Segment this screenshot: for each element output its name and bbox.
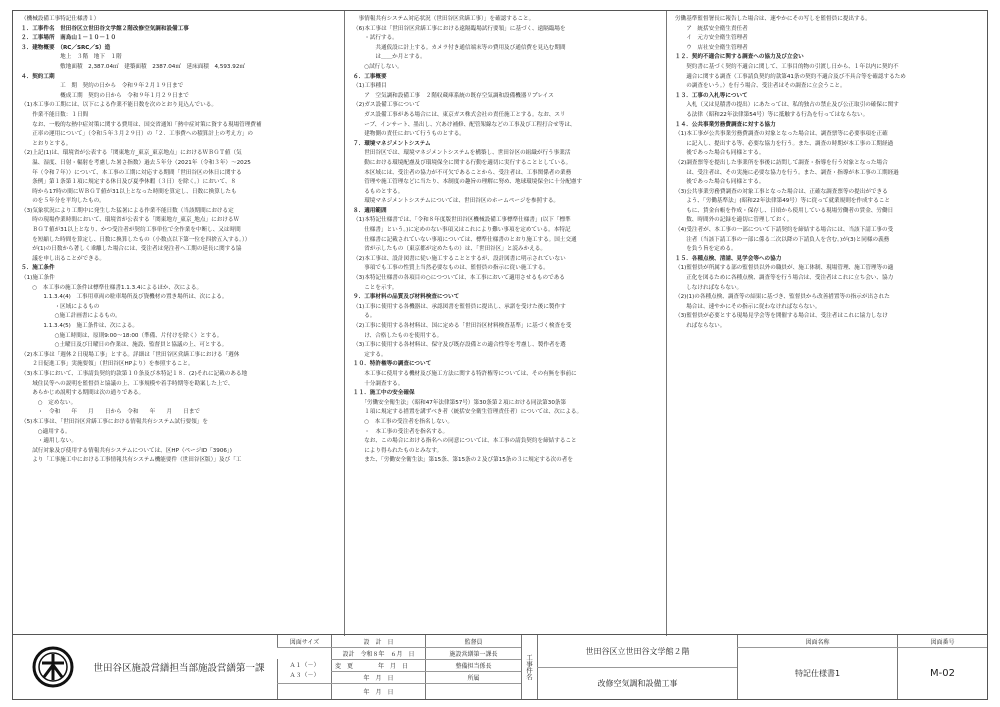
ward-emblem-icon [31, 645, 75, 689]
project-name-2: 改修空気調和設備工事 [537, 667, 737, 699]
spec-line: ４．契約工期 [21, 73, 55, 80]
spec-line: （2)工事に使用する各材料は、国に定める「世田谷区材料検査基準」に基づく検査を受 [353, 323, 572, 329]
spec-line: 地上 ３階 地下 １階 [21, 54, 122, 61]
spec-line: １０．特許権等の調査について [353, 361, 432, 368]
size-a1: Ａ１（－） [277, 659, 331, 669]
title-block [13, 634, 987, 699]
spec-line: 事情報共有システム対応状況（世田谷区営繕工事）」を確認すること。 [353, 16, 535, 22]
spec-line: ○施工計画書によるもの。 [21, 313, 121, 320]
spec-line: （2)(1)の各種点検、調査等の結果に基づき、監督員から改善措置等の指示が出された [675, 294, 890, 301]
column-divider [666, 11, 667, 636]
spec-line: （3)公共事業労務費調査の対象工事となった場合は、正確な調査票等の提出ができる [675, 188, 888, 195]
spec-line: ・ 本工事の受注者を指名する。 [353, 428, 449, 435]
spec-line: ○土曜日及び日曜日の作業は、施設、監督員と協議の上、可とする。 [21, 342, 228, 349]
spec-line: ーブ、インサート、墨出し、穴あけ補修、配管架線などの工事及び工程打合せ等は、 [353, 121, 576, 128]
spec-line: もに、賃金台帳を作成・保存し、日頃から使用している現場労働者の賃金、労働日 [675, 207, 894, 214]
spec-line: ６．工事概要 [353, 73, 387, 80]
grid-line [537, 667, 737, 668]
spec-line: 動における環境配慮及び環境保全に関する行動を適切に実行することとしている。 [353, 159, 572, 166]
approver-2: 整備担当係長 [425, 659, 521, 671]
column-divider [344, 11, 345, 636]
spec-line: （3)本特記仕様書の各項目の○につついては、本工事において適用させるものである [353, 275, 565, 282]
spec-line: （1)本工事が公共事業労務費調査の対象となった場合は、調査票等に必要事項を正確 [675, 131, 888, 138]
spec-line: 建物側の責任において行うものとする。 [353, 131, 465, 138]
spec-line: は＿＿か月とする。 [353, 54, 426, 61]
spec-line: ５．施工条件 [21, 265, 55, 272]
spec-line: 域住民等への説明を監督員と協議の上、工事規模や着手時期等を勘案した上で、 [21, 380, 234, 387]
spec-line: に記入し、提出する等、必要な協力を行う。また、調査の時期が本工事の工期経過 [675, 140, 894, 147]
spec-line: 「労働安全衛生法」（昭和47年法律第57号）第30条第２項における同法第30条第 [353, 399, 567, 406]
spec-line: 正率の運用について」（令和５年３月２９日）の「２．工事費への積算計上の考え方」の [21, 131, 254, 138]
spec-line: また、「労働安全衛生法」第15条、第15条の２及び第15条の３に規定する次の者を [353, 457, 573, 464]
spec-line: 正化を図るために各種点検、調査等を行う場合は、受注者はこれに立ち会い、協力 [675, 275, 894, 282]
spec-line: るものとする。 [353, 188, 404, 195]
spec-line: ガス設備工事がある場合には、東京ガス株式会社の責任施工とする。なお、スリ [353, 111, 566, 118]
spec-line: が(1)の日数から著しく乖離した場合には、受注者は発注者へ工期の延長に関する協 [21, 246, 242, 253]
drawing-sheet [12, 10, 988, 700]
spec-line: １３．工事の入札等について [675, 92, 748, 99]
approver-label: 監督員 [425, 635, 521, 647]
spec-line: け、合格したものを使用する。 [353, 332, 443, 339]
change-label: 変 更 [331, 659, 361, 671]
spec-line: ことを示す。 [353, 284, 398, 291]
spec-line: ＢＧＴ値が31以上となり、かつ受注者が契約工事単位で全作業を中断し、又は時間 [21, 227, 241, 234]
spec-line: ○ 本工事の受注者を指名しない。 [353, 418, 453, 425]
spec-line: 後であった場合も同様とする。 [675, 150, 765, 157]
spec-line: （機械設備工事特記仕様書１） [21, 16, 100, 22]
spec-line: ８．適用範囲 [353, 207, 387, 214]
spec-line: 概成工期 契約の日から 令和９年１月２９日まで [21, 92, 189, 99]
spec-line: 工 期 契約の日から 令和９年２月１９日まで [21, 83, 184, 90]
spec-line: （1)本工事の工期には、以下による作業不能日数を次のとおり見込んでいる。 [21, 102, 217, 109]
grid-line [277, 647, 521, 648]
spec-line: ア 統括安全衛生責任者 [675, 25, 748, 32]
spec-line: 本区域には、受注者の協力が不可欠であることから、受注者は、工事関係者の業務 [353, 169, 572, 176]
size-label: 図面サイズ [277, 635, 331, 647]
spec-line: ２日促進工事」実施要領」（世田谷区HPより）を参照すること。 [21, 361, 194, 368]
spec-column-3 [675, 15, 981, 635]
change-date-2: 年 月 日 [331, 671, 425, 683]
project-name-label: 工事件名 [521, 635, 537, 699]
spec-line: （2)ガス設備工事について [353, 102, 421, 109]
drawing-number: M-02 [897, 647, 987, 699]
drawing-title-label: 図面名称 [737, 635, 897, 647]
spec-line: 適合に関する調査（工事請負契約約款第41条の契約不適合及び不具合等を確認するため [675, 73, 906, 80]
approver-blank [425, 683, 521, 699]
size-blank [277, 679, 331, 699]
design-label: 設 計 日 [331, 635, 425, 647]
approver-3: 所属 [425, 671, 521, 683]
spec-line: 入札（又は見積書の提出）にあたっては、私的独占の禁止及び公正取引の確保に関す [675, 102, 899, 109]
spec-line: （3)本工事において、工事請負契約約款第１０条及び本特記１８．(2)それに記載のある地 [21, 370, 248, 377]
grid-line [277, 683, 521, 684]
spec-line: を負う旨を定める。 [675, 246, 737, 253]
spec-column-1 [21, 15, 339, 635]
spec-line: る。 [353, 313, 376, 320]
spec-line: 省が示したもの（東京都が定めたもの）は、「世田谷区」と読みかえる。 [353, 246, 546, 253]
spec-line: ・ 令和 年 月 日から 令和 年 月 日まで [21, 409, 201, 416]
spec-line: （2)本工事は「週休２日現場工事」とする。詳細は「世田谷区営繕工事における「週休 [21, 351, 240, 358]
grid-line [737, 647, 987, 648]
spec-line: イ 元方安全衛生管理者 [675, 35, 748, 42]
project-name-1: 世田谷区立世田谷文学館２階 [537, 635, 737, 667]
spec-line: ○施工時間は、原則9:00～18:00（準備、片付けを除く）とする。 [21, 332, 223, 339]
spec-line: 作業不能日数：１日間 [21, 111, 89, 118]
spec-line: ９．工事材料の品質及び材料検査について [353, 294, 460, 301]
spec-line: 共通仮設に計上する。カメラ付き通信端末等の費用及び通信費を見込む期間 [353, 44, 566, 51]
spec-line: 数、時間外の記録を適切に管理しておく。 [675, 217, 793, 224]
spec-line: る法律（昭和22年法律第54号）等に抵触する行為を行ってはならない。 [675, 111, 869, 118]
spec-line: 議を申し出ることができる。 [21, 255, 105, 262]
spec-line: 年（令和７年））について、本工事の工期に対応する期間「世田谷区の休日に関する [21, 169, 242, 176]
change-date-3: 年 月 日 [331, 683, 425, 699]
drawing-no-label: 図面番号 [897, 635, 987, 647]
spec-line: は、受注者は、その実施に必要な協力を行う。また、調査・指導が本工事の工期経過 [675, 169, 899, 176]
spec-line: ればならない。 [675, 323, 726, 329]
spec-line: 本工事に使用する機材及び施工方法に関する特許権等については、その有無を事前に [353, 370, 577, 377]
spec-line: ウ 店社安全衛生管理者 [675, 44, 748, 51]
spec-line: よう、「労働基準法」(昭和22年法律第49号）等に従って就業規則を作成すること [675, 198, 890, 205]
spec-line: （1)施工条件 [21, 275, 55, 282]
spec-line: ・区域によるもの [21, 303, 100, 310]
spec-line: より「工事施工中における工事情報共有システム機能要件（世田谷区版）」及び「工 [21, 457, 242, 464]
spec-line: 時の現場作業時間において、環境省が公表する「関東地方_東京_地点」におけるＷ [21, 217, 240, 224]
spec-line: 契約書に基づく契約不適合に関して、工事目的物の引渡し日から、１年以内に契約不 [675, 63, 899, 70]
spec-line: ○ 本工事の施工条件は標準仕様書1.1.3.4によるほか、次による。 [21, 284, 203, 291]
grid-line [331, 659, 521, 660]
spec-line: （1)工事に使用する各機器は、承認図書を監督員に提出し、承諾を受けた後に製作す [353, 303, 566, 310]
spec-line: なお、一般的な熱中症対策に関する費用は、国交省通知「熱中症対策に資する現場管理費補 [21, 121, 262, 128]
spec-line: 後であった場合も同様とする。 [675, 179, 765, 186]
spec-line: のを５年分を平均したもの。 [21, 198, 105, 205]
spec-line: 労働基準監督署長に報告した場合は、速やかにその写しを監督員に提出する。 [675, 16, 871, 22]
spec-line: 十分調査する。 [353, 380, 404, 387]
design-date: 設計 令和８年 ６月 日 [331, 647, 425, 659]
spec-line: により得られたものとみなす。 [353, 447, 443, 454]
spec-line: 世田谷区では、環境マネジメントシステムを構築し、世田谷区の組織が行う事業活 [353, 150, 571, 157]
spec-line: 温、湿度、日射・輻射を考慮した暑さ指数）過去５年分（2021年（令和３年）～2025 [21, 159, 251, 166]
spec-line: （2)上記(1)は、環境省が公表する「関東地方_東京_東京地点」におけるＷＢＧＴ値（気 [21, 150, 242, 157]
spec-line: とおりとする。 [21, 140, 72, 147]
spec-line: 仕様書」という。)に定めのない事項又はこれにより難い事項を定めている。本特記 [353, 227, 571, 234]
spec-line: （6)本工事は「世田谷区営繕工事における遠隔臨場試行要領」に基づく、遠隔臨場を [353, 25, 566, 32]
spec-line: １４．公共事業労務費調査に対する協力 [675, 121, 776, 128]
spec-line: ・試行する。 [353, 35, 398, 42]
spec-line: （3)監督員が必要とする現場見学会等を開催する場合は、受注者はこれに協力しなけ [675, 313, 888, 320]
spec-line: 定する。 [353, 351, 387, 358]
spec-line: 仕様書に記載されていない事項については、標準仕様書のとおり施工する。国土交通 [353, 236, 577, 243]
spec-line: （1)本特記仕様書では、「令和８年度版世田谷区機械設備工事標準仕様書」(以下「標準 [353, 217, 571, 224]
spec-column-2 [353, 15, 659, 635]
spec-line: 敷地面積 2,387.04㎡ 建築面積 2387.04㎡ 延床面積 4,593.92㎡ [21, 63, 245, 70]
spec-line: ○試行しない。 [353, 63, 403, 70]
spec-line: １項に規定する措置を講ずべき者（統括安全衛生管理責任者）については、次による。 [353, 409, 583, 416]
spec-line: 時から17時の間にＷＢＧＴ値が31以上となった時間を算定し、日数に換算したも [21, 188, 237, 195]
spec-line: あらかじめ説明する期間は次の通りである。 [21, 390, 145, 397]
spec-line: ２．工事場所 南烏山１－１０－１０ [21, 35, 117, 42]
organization-name: 世田谷区施設営繕担当部施設営繕第一課 [93, 663, 265, 674]
spec-line: （3)工事に使用する各材料は、保守及び既存設備との適合性等を考慮し、製作者を選 [353, 342, 566, 349]
spec-line: 注者（当該下請工事の一部に係る二次以降の下請負人を含む。)が(3)と同様の義務 [675, 236, 890, 243]
size-a3: Ａ３（－） [277, 669, 331, 679]
spec-line: １２．契約不適合に関する調査への協力及び立会い [675, 54, 804, 61]
spec-line: 試行対象及び使用する情報共有システムについては、区HP（ページID「3906」) [21, 447, 232, 454]
spec-line: を短縮した時間を算定し、日数に換算したもの（小数点以下第一位を四捨五入する。）） [21, 236, 251, 243]
spec-line: 1.1.3.4(4) 工事用車両の駐車場所及び資機材の置き場所は、次による。 [21, 294, 228, 301]
spec-line: ア 空気調和設備工事 ２階収蔵庫系統の既存空気調和設備機器リプレイス [353, 92, 554, 99]
change-date: 年 月 日 [377, 662, 408, 670]
spec-line: １５．各種点検、清請、見学会等への協力 [675, 255, 782, 262]
spec-line: しなければならない。 [675, 284, 743, 291]
grid-line [331, 671, 521, 672]
spec-line: ３．建物概要 （RC／SRC／S）造 [21, 44, 111, 51]
spec-line: （4)受注者が、本工事の一部について下請契約を締結する場合には、当該下請工事の受 [675, 227, 894, 234]
spec-line: （1)監督員が所属する部の監督員以外の職員が、施工体制、現場管理、施工管理等の適 [675, 265, 894, 272]
spec-line: （1)工事種目 [353, 83, 387, 90]
spec-line: １１．施工中の安全確保 [353, 390, 415, 397]
spec-line: 場合は、速やかにその指示に従わなければならない。 [675, 303, 821, 310]
approver-1: 施設営繕第一課長 [425, 647, 521, 659]
spec-line: （2)本工事は、設計図書に従い施工することとするが、設計図書に明示されていない [353, 255, 566, 262]
drawing-title: 特記仕様書1 [737, 647, 897, 699]
spec-line: １．工事件名 世田谷区立世田谷文学館２階改修空気調和設備工事 [21, 25, 189, 32]
spec-line: （5)本工事は、「世田谷区営繕工事における情報共有システム試行要領」を [21, 418, 208, 425]
spec-line: 1.1.3.4(5) 施工条件は、次による。 [21, 323, 138, 329]
spec-line: ・適用しない。 [21, 438, 77, 445]
spec-line: 環境マネジメントシステムについては、世田谷区のホームページを参照する。 [353, 198, 560, 205]
spec-line: （3)気象状況により工期中に発生した猛暑による作業不能日数（当該期間における定 [21, 207, 234, 214]
spec-line: ７．環境マネジメントシステム [353, 140, 431, 147]
spec-line: 条例」第１条第１項に規定する休日及び夏季休暇（３日）を除く。）において、８ [21, 179, 237, 186]
spec-line: の調査をいう。）を行う場合、受注者はその調査に立会うこと。 [675, 83, 846, 90]
spec-line: ○ 定めない。 [21, 399, 77, 406]
spec-line: 管理や施工管理などに当たり、本制度の趣旨の理解に努め、地球環境保全に十分配慮す [353, 179, 583, 186]
spec-line: なお、この場合における指名への同意については、本工事の請負契約を締結すること [353, 438, 577, 445]
spec-line: 事項でも工事の性質上当然必要なものは、監督員の指示に従い施工する。 [353, 265, 549, 272]
spec-line: ○適用する。 [21, 428, 71, 435]
spec-line: （2)調査票等を提出した事業所を事後に訪問して調査・指導を行う対象となった場合 [675, 159, 888, 166]
